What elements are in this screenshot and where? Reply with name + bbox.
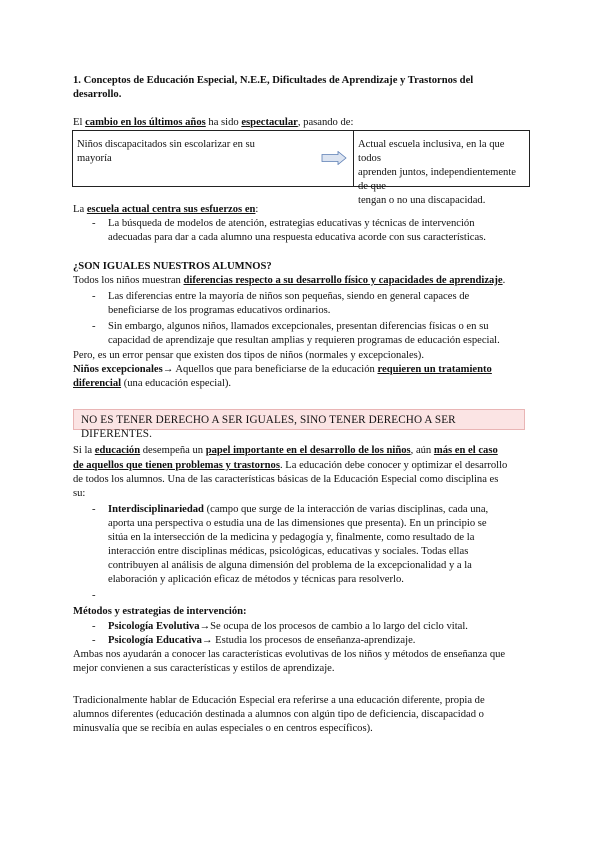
interdisciplinary-line5: contribuyen al análisis de alguna dimensión del problema de la excepcionalidad y a la: [108, 560, 472, 571]
equal-bold: diferencias respecto a su desarrollo físico y capacidades de aprendizaje: [183, 275, 503, 286]
equal-intro: [73, 274, 543, 288]
arrow-icon: →: [162, 364, 174, 375]
role-bold3: más en el caso: [433, 445, 498, 456]
school-item-line1: La búsqueda de modelos de atención, estrategias educativas y técnicas de intervención: [108, 218, 475, 229]
exceptional-post: (una educación especial).: [121, 378, 232, 389]
closing-line1: Tradicionalmente hablar de Educación Especial era referirse a una educación diferente, propia de: [73, 695, 485, 706]
intro-post: , pasando de:: [297, 117, 354, 128]
comparison-before-line2: mayoría: [77, 153, 112, 164]
intro-bold: cambio en los últimos años: [85, 117, 206, 128]
comparison-after-line3: tengan o no una discapacidad.: [358, 195, 486, 206]
equal-heading: ¿SON IGUALES NUESTROS ALUMNOS?: [73, 261, 272, 272]
interdisciplinary-line6: elaboración y aplicación eficaz de métodos y técnicas para resolverlo.: [108, 574, 404, 585]
closing-paragraph: [73, 694, 543, 736]
comparison-after-line2: aprenden juntos, independientemente de que: [358, 167, 516, 192]
educativa-term: Psicología Educativa: [108, 635, 202, 646]
role-line3: de todos los alumnos. Una de las características básicas de la Educación Especial como disciplina es: [73, 474, 499, 485]
interdisciplinary-item: [108, 503, 528, 587]
intro-bold2: espectacular: [241, 117, 298, 128]
interdisciplinary-line2: aporta una perspectiva o estudia una de las dimensiones que presenta). En un principio se: [108, 518, 487, 529]
methods-heading: Métodos y estrategias de intervención:: [73, 606, 247, 617]
closing-line3: minusvalía que se recibía en aulas especiales o en centros específicos).: [73, 723, 373, 734]
list-dash: -: [92, 321, 96, 332]
list-dash: -: [92, 590, 96, 601]
section-heading-line2: desarrollo.: [73, 89, 122, 100]
comparison-divider: [353, 131, 354, 186]
school-paragraph: [73, 203, 533, 217]
role-bold2: papel importante en el desarrollo de los niños: [205, 445, 411, 456]
intro-mid: ha sido: [205, 117, 242, 128]
section-heading-line1: 1. Conceptos de Educación Especial, N.E.E, Dificultades de Aprendizaje y Trastornos del: [73, 75, 474, 86]
highlight-banner: [73, 409, 525, 440]
school-bold: escuela actual centra sus esfuerzos en: [86, 204, 256, 215]
interdisciplinary-line4: interacción entre disciplinas médicas, psicológicas, educativas y sociales. Todas ellas: [108, 546, 469, 557]
school-item-line2: adecuadas para dar a cada alumno una respuesta educativa acorde con sus características.: [108, 232, 486, 243]
role-bold4: de aquellos que tienen problemas y trastornos: [73, 460, 280, 471]
exceptional-definition: [73, 363, 533, 377]
exceptional-line2: [73, 377, 533, 391]
interdisciplinary-line1: [108, 503, 528, 517]
exceptional-bold2: diferencial: [73, 378, 122, 389]
equal-error-line: Pero, es un error pensar que existen dos tipos de niños (normales y excepcionales).: [73, 350, 424, 361]
role-line1: [73, 444, 543, 458]
role-line4: su:: [73, 488, 86, 499]
equal-item2-line2: capacidad de aprendizaje que resultan amplias y requieren programas de educación especial.: [108, 335, 500, 346]
school-list-item: [108, 217, 528, 245]
role-line2: [73, 459, 543, 473]
equal-post: .: [502, 275, 506, 286]
role-mid2: , aún: [410, 445, 434, 456]
methods-summary: [73, 648, 543, 676]
intro-paragraph: [73, 116, 533, 130]
interdisciplinary-text1: (campo que surge de la interacción de varias disciplinas, cada una,: [203, 504, 489, 515]
role-pre: Si la: [73, 445, 95, 456]
highlight-banner-text: NO ES TENER DERECHO A SER IGUALES, SINO TENER DERECHO A SER DIFERENTES.: [81, 414, 456, 440]
comparison-after-line1: Actual escuela inclusiva, en la que todos: [358, 139, 505, 164]
intro-pre: El: [73, 117, 86, 128]
list-dash: -: [92, 291, 96, 302]
school-post: :: [255, 204, 259, 215]
list-dash: -: [92, 635, 96, 646]
exceptional-mid: Aquellos que para beneficiarse de la educación: [173, 364, 378, 375]
comparison-before: [77, 138, 277, 166]
comparison-after: [358, 138, 526, 208]
equal-item1-line1: Las diferencias entre la mayoría de niños son pequeñas, siendo en general capaces de: [108, 291, 470, 302]
methods-item-evolutiva: [108, 620, 528, 634]
list-dash: -: [92, 621, 96, 632]
list-dash: -: [92, 504, 96, 515]
equal-list-item-2: [108, 320, 528, 348]
role-mid1: desempeña un: [140, 445, 206, 456]
arrow-icon: →: [199, 621, 211, 632]
exceptional-term: Niños excepcionales: [73, 364, 163, 375]
arrow-icon: →: [201, 635, 213, 646]
section-heading: [73, 74, 523, 102]
interdisciplinary-line3: sitúa en la intersección de la medicina y pedagogía y, finalmente, como resultado de la: [108, 532, 475, 543]
equal-pre: Todos los niños muestran: [73, 275, 184, 286]
evolutiva-text: Se ocupa de los procesos de cambio a lo largo del ciclo vital.: [210, 621, 468, 632]
exceptional-bold: requieren un tratamiento: [377, 364, 492, 375]
equal-list-item-1: [108, 290, 528, 318]
school-pre: La: [73, 204, 87, 215]
comparison-box: [72, 130, 530, 206]
right-arrow-icon: [321, 151, 347, 165]
educativa-text: Estudia los procesos de enseñanza-aprendizaje.: [212, 635, 416, 646]
list-dash: -: [92, 218, 96, 229]
equal-item2-line1: Sin embargo, algunos niños, llamados excepcionales, presentan diferencias físicas o en su: [108, 321, 489, 332]
comparison-before-line1: Niños discapacitados sin escolarizar en su: [77, 139, 255, 150]
interdisciplinary-term: Interdisciplinariedad: [108, 504, 204, 515]
methods-summary-line2: mejor convienen a sus características y estilos de aprendizaje.: [73, 663, 335, 674]
closing-line2: alumnos diferentes (educación destinada a alumnos con algún tipo de deficiencia, discapacidad o: [73, 709, 484, 720]
methods-item-educativa: [108, 634, 528, 648]
role-mid3: . La educación debe conocer y optimizar el desarrollo: [279, 460, 508, 471]
evolutiva-term: Psicología Evolutiva: [108, 621, 200, 632]
role-bold1: educación: [94, 445, 141, 456]
equal-item1-line2: beneficiarse de los programas educativos ordinarios.: [108, 305, 331, 316]
methods-summary-line1: Ambas nos ayudarán a conocer las características evolutivas de los niños y métodos de enseñanza que: [73, 649, 506, 660]
